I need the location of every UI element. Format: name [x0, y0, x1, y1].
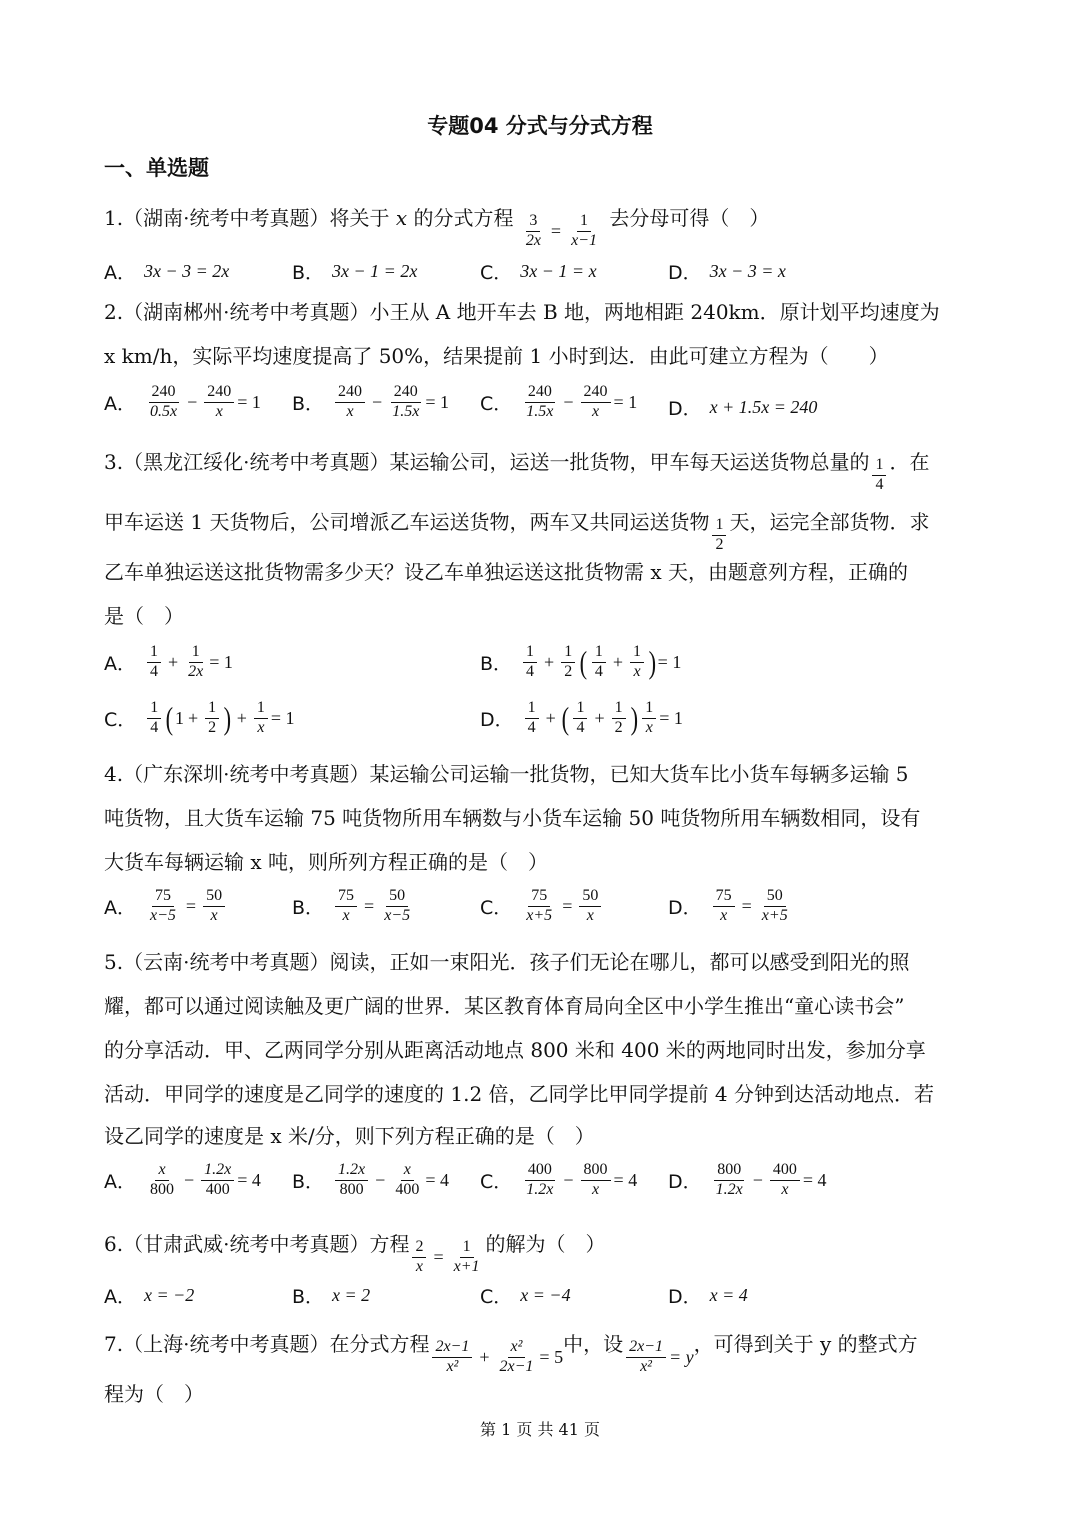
- frac-num: 1: [460, 1239, 474, 1258]
- fraction: [392, 1162, 422, 1199]
- frac-den: x: [342, 906, 350, 924]
- frac-num: 75: [152, 888, 174, 907]
- fraction: [713, 888, 735, 925]
- option-label: A．: [104, 262, 136, 284]
- option-math: $\frac{1.2x}{800}$ − $\frac{x}{400}$ = 4: [332, 1162, 449, 1199]
- fraction: [523, 888, 555, 925]
- q3-option-c[interactable]: [104, 700, 295, 737]
- q6-option-a[interactable]: [104, 1282, 194, 1309]
- option-label: B．: [292, 392, 325, 415]
- fraction: [335, 888, 357, 925]
- fraction: [381, 888, 413, 925]
- fraction: [147, 1162, 177, 1199]
- option-label: C．: [480, 896, 513, 919]
- option-label: B．: [292, 262, 325, 284]
- frac-den: x: [346, 402, 354, 420]
- q6-option-c[interactable]: [480, 1282, 571, 1309]
- frac-den: 2: [715, 535, 724, 553]
- q6-option-b[interactable]: [292, 1282, 370, 1309]
- option-label: B．: [480, 652, 513, 675]
- fraction: [523, 384, 556, 421]
- q2-option-a[interactable]: [104, 384, 261, 421]
- q1-var: x: [395, 206, 408, 230]
- q3-option-d[interactable]: [480, 700, 683, 737]
- option-value: 3x − 3 = 2x: [144, 261, 230, 281]
- fraction: [525, 700, 539, 737]
- frac-num: 800: [714, 1162, 744, 1181]
- fraction: [712, 517, 726, 554]
- q7-line-2: 程为（ ）: [104, 1382, 204, 1406]
- fraction: [205, 700, 219, 737]
- fraction: [147, 700, 161, 737]
- frac-num: 400: [770, 1162, 800, 1181]
- frac-den: x: [645, 718, 653, 736]
- q7-equation: $\frac{2x-1}{\text{x²}}$ + $\frac{\text{x²}}{2x-1}$ = 5: [429, 1335, 563, 1379]
- q3-line-3: 乙车单独运送这批货物需多少天？设乙车单独运送这批货物需 x 天，由题意列方程，正确的: [104, 560, 908, 584]
- frac-den: 4: [527, 718, 536, 736]
- frac-den: x−1: [571, 231, 597, 249]
- option-label: D．: [668, 262, 702, 284]
- option-label: C．: [480, 262, 513, 284]
- fraction: [451, 1239, 483, 1276]
- option-value: x = −4: [520, 1285, 571, 1305]
- option-label: C．: [104, 708, 137, 731]
- fraction: [185, 644, 206, 681]
- frac-num: 1: [642, 700, 656, 719]
- frac-num: 240: [335, 384, 365, 403]
- option-value: x = 4: [709, 1285, 748, 1305]
- rhs: = 1: [659, 707, 683, 728]
- fraction: [561, 644, 575, 681]
- frac-den: 4: [526, 662, 535, 680]
- frac-num: 75: [335, 888, 357, 907]
- rhs: = 4: [237, 1169, 261, 1190]
- q6-stem-b: 的解为（ ）: [485, 1232, 606, 1256]
- rhs: = 1: [237, 391, 261, 412]
- option-label: C．: [480, 1170, 513, 1193]
- option-value: x + 1.5x = 240: [709, 397, 818, 417]
- question-1: [104, 196, 769, 253]
- fraction: [523, 644, 537, 681]
- fraction: [203, 888, 225, 925]
- frac-den: x: [591, 1180, 600, 1198]
- q1-stem-c: 去分母可得（ ）: [609, 206, 770, 230]
- rhs: = 4: [802, 1169, 827, 1190]
- frac-num: 1: [592, 644, 606, 663]
- fraction: [523, 1162, 556, 1199]
- frac-num: 1: [525, 700, 539, 719]
- frac-den: 2x: [188, 662, 204, 680]
- fraction: [523, 213, 544, 250]
- rhs: = 5: [539, 1347, 564, 1368]
- q4-option-d[interactable]: [668, 888, 794, 925]
- q6-stem-a: 6.（甘肃武威·统考中考真题）方程: [104, 1232, 410, 1256]
- fraction: [335, 384, 365, 421]
- page-title: 专题04 分式与分式方程: [427, 114, 653, 138]
- q1-option-d[interactable]: [668, 258, 786, 285]
- frac-den: 4: [576, 718, 585, 736]
- fraction: [497, 1339, 537, 1376]
- frac-num: 1: [612, 700, 626, 719]
- option-math: $\frac{75}{x-5}$ = $\frac{50}{x}$: [144, 888, 228, 925]
- frac-den: x−5: [150, 906, 176, 924]
- option-label: D．: [480, 708, 514, 731]
- option-label: D．: [668, 896, 702, 919]
- fraction: [147, 644, 161, 681]
- option-math: $\frac{75}{x}$ = $\frac{50}{x+5}$: [710, 888, 794, 925]
- frac-num: x: [401, 1162, 414, 1181]
- rhs: = 1: [209, 651, 233, 672]
- frac-den: 1.2x: [715, 1180, 743, 1198]
- option-value: 3x − 1 = x: [520, 261, 597, 281]
- q2-line-2: x km/h，实际平均速度提高了 50%，结果提前 1 小时到达．由此可建立方程为（ ）: [104, 344, 889, 368]
- frac-num: 240: [581, 384, 611, 403]
- fraction: [592, 644, 606, 681]
- fraction: [581, 1162, 611, 1199]
- q5-line-3: 的分享活动．甲、乙两同学分别从距离活动地点 800 米和 400 米的两地同时出发，参加分享: [104, 1038, 926, 1062]
- frac-den: 2: [208, 718, 217, 736]
- frac-num: 1: [147, 700, 161, 719]
- question-7: [104, 1322, 918, 1379]
- frac-num: 400: [525, 1162, 555, 1181]
- rhs: = 4: [425, 1169, 449, 1190]
- rhs: = 1: [613, 391, 638, 412]
- frac-num: 1: [189, 644, 203, 663]
- option-label: C．: [480, 1286, 513, 1308]
- rhs: = 1: [425, 391, 449, 412]
- q3-line-1-text: 3.（黑龙江绥化·统考中考真题）某运输公司，运送一批货物，甲车每天运送货物总量的: [104, 450, 870, 474]
- frac-den: x−5: [384, 906, 411, 924]
- option-math: $\frac{75}{x+5}$ = $\frac{50}{x}$: [520, 888, 604, 925]
- frac-num: 1: [573, 700, 587, 719]
- frac-den: 1.5x: [526, 402, 554, 420]
- q5-option-d[interactable]: [668, 1162, 827, 1199]
- q3-line-2-end: 天，运完全部货物．求: [729, 510, 930, 534]
- q4-option-a[interactable]: [104, 888, 228, 925]
- frac-den: x+1: [453, 1257, 480, 1275]
- frac-den: x²: [446, 1357, 459, 1375]
- fraction: [713, 1162, 746, 1199]
- q3-frac-half: [709, 517, 729, 554]
- q2-option-c[interactable]: [480, 384, 637, 421]
- frac-num: 50: [203, 888, 225, 907]
- option-value: 3x − 1 = 2x: [332, 261, 418, 281]
- frac-den: x: [781, 1180, 789, 1198]
- q7-stem-b: 中，设: [563, 1332, 624, 1356]
- q3-line-1-end: ．在: [889, 450, 930, 474]
- fraction: [147, 384, 180, 421]
- option-math: $\frac{240}{1.5x}$ − $\frac{240}{x}$ = 1: [520, 384, 637, 421]
- frac-den: x: [257, 718, 265, 736]
- section-heading: 一、单选题: [104, 156, 209, 180]
- q3-option-b[interactable]: [480, 644, 681, 681]
- option-math: $\frac{240}{x}$ − $\frac{240}{1.5x}$ = 1: [332, 384, 449, 421]
- q5-option-a[interactable]: [104, 1162, 261, 1199]
- frac-den: 0.5x: [150, 402, 178, 420]
- frac-num: 240: [525, 384, 555, 403]
- q3-line-4: 是（ ）: [104, 604, 184, 628]
- q3-option-a[interactable]: [104, 644, 233, 681]
- frac-num: 240: [204, 384, 234, 403]
- frac-num: 240: [149, 384, 179, 403]
- q6-option-d[interactable]: [668, 1282, 748, 1309]
- frac-den: 400: [395, 1180, 420, 1198]
- frac-den: x+5: [761, 906, 788, 924]
- frac-den: 2: [564, 662, 573, 680]
- frac-num: 1.2x: [201, 1162, 234, 1181]
- fraction: [573, 700, 587, 737]
- page-footer: 第 1 页 共 41 页: [480, 1420, 600, 1439]
- option-label: A．: [104, 896, 136, 919]
- frac-den: 800: [150, 1180, 174, 1198]
- option-value: x = 2: [332, 1285, 371, 1305]
- q4-option-b[interactable]: [292, 888, 416, 925]
- q5-line-2: 耀，都可以通过阅读触及更广阔的世界．某区教育体育局向全区中小学生推出“童心读书会”: [104, 994, 905, 1018]
- frac-den: 4: [150, 662, 158, 680]
- option-label: D．: [668, 1170, 702, 1193]
- fraction: [412, 1239, 426, 1276]
- option-value: x = −2: [144, 1285, 195, 1305]
- q1-option-b[interactable]: [292, 258, 417, 285]
- q1-option-c[interactable]: [480, 258, 597, 285]
- frac-den: x: [415, 1257, 423, 1275]
- frac-num: 75: [713, 888, 735, 907]
- fraction: [581, 384, 611, 421]
- frac-num: 1: [147, 644, 161, 663]
- q7-stem-a: 7.（上海·统考中考真题）在分式方程: [104, 1332, 430, 1356]
- option-math: $\frac{75}{x}$ = $\frac{50}{x-5}$: [332, 888, 416, 925]
- q5-option-b[interactable]: [292, 1162, 449, 1199]
- option-value: 3x − 3 = x: [709, 261, 786, 281]
- fraction: [204, 384, 234, 421]
- q4-line-1: 4.（广东深圳·统考中考真题）某运输公司运输一批货物，已知大货车比小货车每辆多运输 5: [104, 762, 909, 786]
- fraction: [626, 1339, 666, 1376]
- rhs: = 4: [613, 1169, 638, 1190]
- frac-num: 1: [872, 457, 886, 476]
- frac-num: 1: [523, 644, 537, 663]
- q2-line-1: 2.（湖南郴州·统考中考真题）小王从 A 地开车去 B 地，两地相距 240km．原计划平均速度为: [104, 300, 940, 324]
- option-label: D．: [668, 1286, 702, 1308]
- option-math: $\frac{1}{4}$ + ( $\frac{1}{4}$ + $\frac{1}{2}$ ) $\frac{1}{x}$ = 1: [522, 700, 683, 737]
- option-math: $\frac{1}{4}$ ( 1 + $\frac{1}{2}$ ) + $\frac{1}{x}$ = 1: [144, 700, 294, 737]
- option-label: D．: [668, 398, 702, 420]
- q1-stem-a: 1.（湖南·统考中考真题）将关于: [104, 206, 390, 230]
- frac-num: 50: [764, 888, 786, 907]
- frac-den: 2x: [525, 231, 541, 249]
- frac-den: x+5: [526, 906, 553, 924]
- q5-line-4: 活动．甲同学的速度是乙同学的速度的 1.2 倍，乙同学比甲同学提前 4 分钟到达活动地点．若: [104, 1082, 934, 1106]
- frac-den: x²: [640, 1357, 652, 1375]
- q2-option-b[interactable]: [292, 384, 449, 421]
- fraction: [568, 213, 600, 250]
- frac-num: 50: [579, 888, 601, 907]
- fraction: [201, 1162, 234, 1199]
- frac-num: 1: [561, 644, 575, 663]
- frac-num: 50: [386, 888, 408, 907]
- q7-stem-c: ，可得到关于 y 的整式方: [693, 1332, 918, 1356]
- rhs: = y: [668, 1347, 694, 1368]
- frac-num: 3: [526, 213, 540, 232]
- frac-num: 1: [254, 700, 268, 719]
- fraction: [579, 888, 601, 925]
- option-math: $\frac{400}{1.2x}$ − $\frac{800}{x}$ = 4: [520, 1162, 637, 1199]
- q3-line-2-text: 甲车运送 1 天货物后，公司增派乙车运送货物，两车又共同运送货物: [104, 510, 710, 534]
- fraction: [630, 644, 644, 681]
- option-math: $\frac{1}{4}$ + $\frac{1}{2}$ ( $\frac{1}{4}$ + $\frac{1}{x}$ ) = 1: [520, 644, 681, 681]
- q2-option-d[interactable]: [668, 394, 817, 421]
- q4-line-3: 大货车每辆运输 x 吨，则所列方程正确的是（ ）: [104, 850, 548, 874]
- option-math: $\frac{x}{800}$ − $\frac{1.2x}{400}$ = 4: [144, 1162, 261, 1199]
- frac-num: 1: [577, 213, 591, 232]
- frac-den: x: [591, 402, 600, 420]
- frac-den: x: [633, 662, 641, 680]
- q6-equation: $\frac{2}{x}$ = $\frac{1}{x+1}$: [409, 1235, 485, 1279]
- frac-num: 1: [712, 517, 726, 536]
- frac-den: x: [210, 906, 218, 924]
- fraction: [389, 384, 422, 421]
- q4-option-c[interactable]: [480, 888, 604, 925]
- frac-num: 1: [205, 700, 219, 719]
- option-label: A．: [104, 652, 136, 675]
- frac-den: 800: [339, 1180, 364, 1198]
- option-label: A．: [104, 1286, 136, 1308]
- frac-den: 2x−1: [499, 1357, 534, 1375]
- option-label: B．: [292, 1286, 325, 1308]
- frac-num: 800: [581, 1162, 611, 1181]
- frac-num: 240: [391, 384, 421, 403]
- rhs: = 1: [657, 651, 682, 672]
- option-math: $\frac{1}{4}$ + $\frac{1}{2x}$ = 1: [144, 644, 233, 681]
- q5-option-c[interactable]: [480, 1162, 637, 1199]
- q7-substitution: [623, 1335, 694, 1379]
- fraction: [770, 1162, 800, 1199]
- option-label: C．: [480, 392, 513, 415]
- q1-equation: $\frac{3}{2x}$ = $\frac{1}{x-1}$: [520, 209, 603, 253]
- q3-frac-quarter: [869, 457, 889, 494]
- option-label: B．: [292, 896, 325, 919]
- rhs: = 1: [270, 707, 295, 728]
- fraction: [432, 1339, 472, 1376]
- option-label: B．: [292, 1170, 325, 1193]
- frac-den: 4: [875, 475, 884, 493]
- frac-den: x: [720, 906, 728, 924]
- frac-num: 2x−1: [432, 1339, 472, 1358]
- q4-line-2: 吨货物，且大货车运输 75 吨货物所用车辆数与小货车运输 50 吨货物所用车辆数相同，设有: [104, 806, 921, 830]
- option-math: $\frac{240}{0.5x}$ − $\frac{240}{x}$ = 1: [144, 384, 261, 421]
- fraction: [612, 700, 626, 737]
- q5-line-1: 5.（云南·统考中考真题）阅读，正如一束阳光．孩子们无论在哪儿，都可以感受到阳光的照: [104, 950, 910, 974]
- fraction: [872, 457, 886, 494]
- frac-den: 4: [594, 662, 603, 680]
- fraction: [642, 700, 656, 737]
- frac-den: 400: [205, 1180, 230, 1198]
- q5-line-5: 设乙同学的速度是 x 米/分，则下列方程正确的是（ ）: [104, 1124, 595, 1148]
- frac-den: x: [215, 402, 223, 420]
- fraction: [254, 700, 268, 737]
- frac-num: 1: [630, 644, 644, 663]
- frac-den: x: [586, 906, 594, 924]
- frac-num: 2x−1: [626, 1339, 666, 1358]
- option-math: $\frac{800}{1.2x}$ − $\frac{400}{x}$ = 4: [710, 1162, 827, 1199]
- q3-line-2: [104, 500, 929, 554]
- frac-den: 1.5x: [392, 402, 420, 420]
- question-6: [104, 1222, 606, 1279]
- frac-den: 1.2x: [526, 1180, 554, 1198]
- fraction: [759, 888, 791, 925]
- q1-stem-b: 的分式方程: [413, 206, 514, 230]
- frac-num: 2: [412, 1239, 426, 1258]
- q1-option-a[interactable]: [104, 258, 229, 285]
- frac-num: x²: [508, 1339, 526, 1358]
- option-label: A．: [104, 392, 136, 415]
- fraction: [147, 888, 179, 925]
- frac-num: x: [155, 1162, 168, 1181]
- frac-num: 75: [528, 888, 550, 907]
- fraction: [335, 1162, 368, 1199]
- frac-den: 2: [614, 718, 623, 736]
- frac-num: 1.2x: [335, 1162, 368, 1181]
- option-label: A．: [104, 1170, 136, 1193]
- q3-line-1: [104, 440, 929, 494]
- frac-den: 4: [150, 718, 159, 736]
